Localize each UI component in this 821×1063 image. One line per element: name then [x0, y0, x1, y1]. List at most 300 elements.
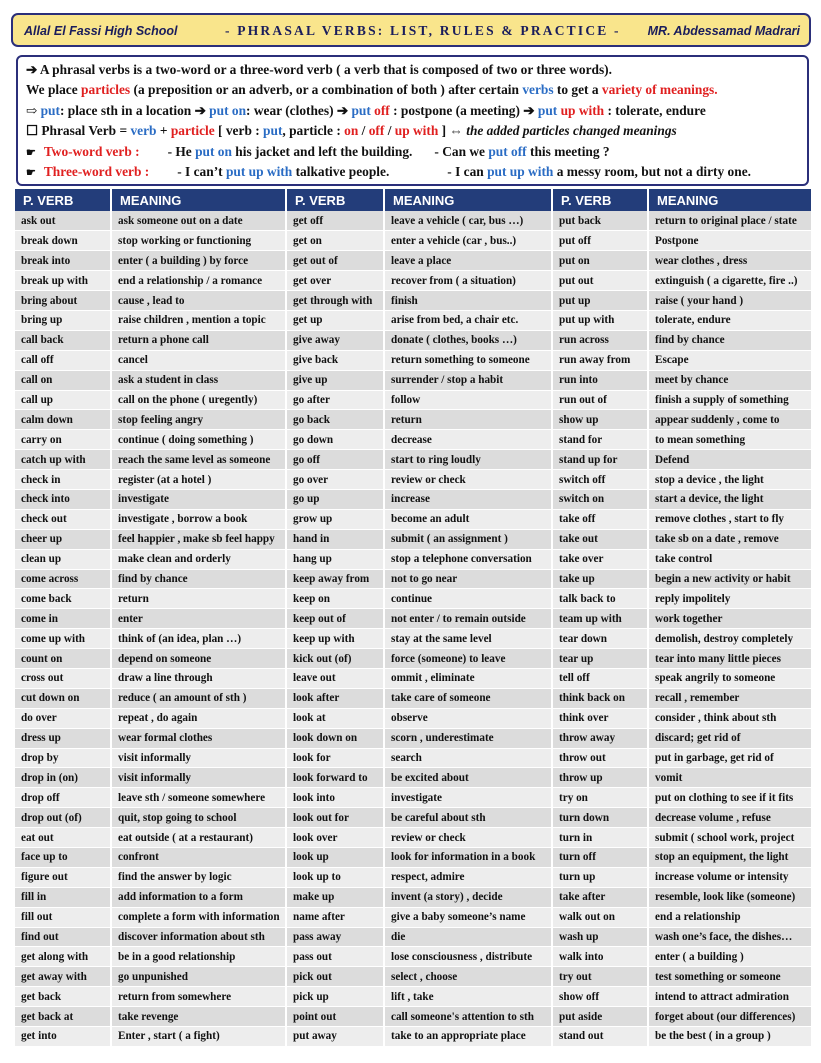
meaning-cell: lift , take	[384, 987, 552, 1007]
meaning-cell: work together	[648, 609, 812, 629]
meaning-cell: demolish, destroy completely	[648, 629, 812, 649]
phrasal-verb-cell: leave out	[286, 668, 384, 688]
phrasal-verb-cell: eat out	[15, 828, 111, 848]
phrasal-verb-cell: get on	[286, 231, 384, 251]
table-row	[15, 947, 812, 967]
meaning-cell: return from somewhere	[111, 987, 286, 1007]
phrasal-verb-cell: wash up	[552, 927, 648, 947]
phrasal-verb-cell: throw up	[552, 768, 648, 788]
phrasal-verb-cell: show up	[552, 410, 648, 430]
meaning-cell: be in a good relationship	[111, 947, 286, 967]
meaning-cell: not enter / to remain outside	[384, 609, 552, 629]
phrasal-verb-cell: look into	[286, 788, 384, 808]
phrasal-verb-cell: tell off	[552, 668, 648, 688]
phrasal-verb-cell: look after	[286, 688, 384, 708]
meaning-cell: ommit , eliminate	[384, 668, 552, 688]
table-row	[15, 927, 812, 947]
phrasal-verb-cell: think over	[552, 708, 648, 728]
meaning-cell: take care of someone	[384, 688, 552, 708]
phrasal-verb-cell: bring up	[15, 310, 111, 330]
meaning-cell: forget about (our differences)	[648, 1007, 812, 1027]
phrasal-verb-cell: put up	[552, 291, 648, 311]
phrasal-verb-cell: put off	[552, 231, 648, 251]
meaning-cell: take revenge	[111, 1007, 286, 1027]
meaning-cell: enter ( a building )	[648, 947, 812, 967]
table-row	[15, 708, 812, 728]
meaning-cell: enter ( a building ) by force	[111, 251, 286, 271]
meaning-cell: think of (an idea, plan …)	[111, 629, 286, 649]
phrasal-verb-cell: go over	[286, 470, 384, 490]
phrasal-verb-cell: go up	[286, 489, 384, 509]
meaning-cell: discard; get rid of	[648, 728, 812, 748]
meaning-cell: remove clothes , start to fly	[648, 509, 812, 529]
phrasal-verb-cell: bring about	[15, 291, 111, 311]
meaning-cell: follow	[384, 390, 552, 410]
phrasal-verb-cell: drop out (of)	[15, 808, 111, 828]
meaning-cell: begin a new activity or habit	[648, 569, 812, 589]
meaning-cell: raise ( your hand )	[648, 291, 812, 311]
intro-line-definition: ➔ A phrasal verbs is a two-word or a three-word verb ( a verb that is composed of two or three words).	[26, 62, 612, 77]
arrow-icon: ➔	[26, 62, 38, 77]
phrasal-verb-cell: get out of	[286, 251, 384, 271]
table-row	[15, 1007, 812, 1027]
phrasal-verb-cell: keep away from	[286, 569, 384, 589]
meaning-cell: become an adult	[384, 509, 552, 529]
meaning-cell: Enter , start ( a fight)	[111, 1027, 286, 1047]
meaning-cell: add information to a form	[111, 887, 286, 907]
meaning-cell: eat outside ( at a restaurant)	[111, 828, 286, 848]
meaning-cell: register (at a hotel )	[111, 470, 286, 490]
meaning-cell: ask a student in class	[111, 370, 286, 390]
table-row	[15, 310, 812, 330]
phrasal-verb-cell: get back	[15, 987, 111, 1007]
phrasal-verb-cell: get along with	[15, 947, 111, 967]
teacher-name: MR. Abdessamad Madrari	[647, 24, 800, 38]
meaning-cell: make clean and orderly	[111, 549, 286, 569]
table-row	[15, 629, 812, 649]
meaning-cell: finish a supply of something	[648, 390, 812, 410]
phrasal-verb-cell: take after	[552, 887, 648, 907]
meaning-cell: find by chance	[111, 569, 286, 589]
table-row	[15, 768, 812, 788]
meaning-cell: visit informally	[111, 748, 286, 768]
meaning-cell: submit ( school work, project	[648, 828, 812, 848]
meaning-cell: leave a vehicle ( car, bus …)	[384, 211, 552, 231]
meaning-cell: die	[384, 927, 552, 947]
meaning-cell: return something to someone	[384, 350, 552, 370]
pointing-hand-icon: ☛	[26, 166, 36, 179]
phrasal-verb-cell: fill in	[15, 887, 111, 907]
meaning-cell: reply impolitely	[648, 589, 812, 609]
table-row	[15, 509, 812, 529]
phrasal-verb-cell: run away from	[552, 350, 648, 370]
meaning-cell: repeat , do again	[111, 708, 286, 728]
meaning-cell: finish	[384, 291, 552, 311]
meaning-cell: be careful about sth	[384, 808, 552, 828]
phrasal-verb-cell: catch up with	[15, 450, 111, 470]
table-row	[15, 350, 812, 370]
phrasal-verb-cell: put up with	[552, 310, 648, 330]
hollow-arrow-icon: ⇨	[26, 102, 41, 118]
intro-line-two-word: ☛ Two-word verb : - He put on his jacket and left the building. - Can we put off this meeting ?	[26, 143, 610, 159]
phrasal-verb-cell: get into	[15, 1027, 111, 1047]
meaning-cell: take sb on a date , remove	[648, 529, 812, 549]
meaning-cell: recover from ( a situation)	[384, 271, 552, 291]
meaning-cell: put in garbage, get rid of	[648, 748, 812, 768]
meaning-cell: leave sth / someone somewhere	[111, 788, 286, 808]
phrasal-verb-cell: check into	[15, 489, 111, 509]
table-row	[15, 549, 812, 569]
meaning-cell: appear suddenly , come to	[648, 410, 812, 430]
phrasal-verb-cell: come in	[15, 609, 111, 629]
phrasal-verb-cell: take out	[552, 529, 648, 549]
phrasal-verb-cell: get over	[286, 271, 384, 291]
meaning-cell: resemble, look like (someone)	[648, 887, 812, 907]
meaning-cell: be the best ( in a group )	[648, 1027, 812, 1047]
meaning-cell: stop a device , the light	[648, 470, 812, 490]
phrasal-verb-cell: turn in	[552, 828, 648, 848]
phrasal-verb-cell: put aside	[552, 1007, 648, 1027]
table-row	[15, 470, 812, 490]
meaning-cell: leave a place	[384, 251, 552, 271]
meaning-cell: call on the phone ( uregently)	[111, 390, 286, 410]
phrasal-verb-cell: pass out	[286, 947, 384, 967]
table-row	[15, 728, 812, 748]
meaning-cell: put on clothing to see if it fits	[648, 788, 812, 808]
phrasal-verb-cell: try out	[552, 967, 648, 987]
meaning-cell: Postpone	[648, 231, 812, 251]
phrasal-verb-cell: get away with	[15, 967, 111, 987]
phrasal-verb-cell: pick up	[286, 987, 384, 1007]
meaning-cell: feel happier , make sb feel happy	[111, 529, 286, 549]
table-row	[15, 231, 812, 251]
meaning-cell: return to original place / state	[648, 211, 812, 231]
phrasal-verb-cell: walk into	[552, 947, 648, 967]
table-row	[15, 887, 812, 907]
phrasal-verb-cell: throw away	[552, 728, 648, 748]
phrasal-verb-cell: tear up	[552, 649, 648, 669]
table-row	[15, 390, 812, 410]
table-row	[15, 609, 812, 629]
meaning-cell: intend to attract admiration	[648, 987, 812, 1007]
meaning-cell: cancel	[111, 350, 286, 370]
intro-line-formula: ☐ Phrasal Verb = verb + particle [ verb : put, particle : on / off / up with ] ⇔ the added particles changed meanings	[26, 123, 677, 139]
phrasal-verb-cell: look forward to	[286, 768, 384, 788]
table-body	[15, 211, 812, 1046]
phrasal-verb-cell: get back at	[15, 1007, 111, 1027]
table-row	[15, 430, 812, 450]
phrasal-verb-cell: point out	[286, 1007, 384, 1027]
meaning-cell: find the answer by logic	[111, 867, 286, 887]
col-header-meaning: MEANING	[384, 189, 552, 211]
phrasal-verb-cell: clean up	[15, 549, 111, 569]
phrasal-verb-cell: cross out	[15, 668, 111, 688]
phrasal-verb-cell: stand out	[552, 1027, 648, 1047]
phrasal-verb-cell: break into	[15, 251, 111, 271]
meaning-cell: submit ( an assignment )	[384, 529, 552, 549]
meaning-cell: return	[111, 589, 286, 609]
meaning-cell: enter	[111, 609, 286, 629]
table-row	[15, 828, 812, 848]
meaning-cell: donate ( clothes, books …)	[384, 330, 552, 350]
table-row	[15, 688, 812, 708]
meaning-cell: speak angrily to someone	[648, 668, 812, 688]
phrasal-verb-cell: put away	[286, 1027, 384, 1047]
table-row	[15, 788, 812, 808]
phrasal-verb-cell: hang up	[286, 549, 384, 569]
meaning-cell: extinguish ( a cigarette, fire ..)	[648, 271, 812, 291]
table-row	[15, 848, 812, 868]
meaning-cell: stop feeling angry	[111, 410, 286, 430]
phrasal-verb-cell: turn up	[552, 867, 648, 887]
meaning-cell: increase volume or intensity	[648, 867, 812, 887]
phrasal-verb-cell: call up	[15, 390, 111, 410]
meaning-cell: not to go near	[384, 569, 552, 589]
phrasal-verb-cell: give away	[286, 330, 384, 350]
meaning-cell: meet by chance	[648, 370, 812, 390]
phrasal-verb-cell: break up with	[15, 271, 111, 291]
phrasal-verb-cell: face up to	[15, 848, 111, 868]
meaning-cell: vomit	[648, 768, 812, 788]
meaning-cell: force (someone) to leave	[384, 649, 552, 669]
phrasal-verb-cell: hand in	[286, 529, 384, 549]
phrasal-verb-cell: call off	[15, 350, 111, 370]
phrasal-verb-cell: call back	[15, 330, 111, 350]
phrasal-verb-cell: put out	[552, 271, 648, 291]
phrasal-verb-cell: take up	[552, 569, 648, 589]
meaning-cell: return	[384, 410, 552, 430]
col-header-meaning: MEANING	[648, 189, 812, 211]
pointing-hand-icon: ☛	[26, 146, 36, 159]
phrasal-verb-cell: grow up	[286, 509, 384, 529]
meaning-cell: reach the same level as someone	[111, 450, 286, 470]
meaning-cell: observe	[384, 708, 552, 728]
phrasal-verb-cell: put on	[552, 251, 648, 271]
phrasal-verb-cell: look out for	[286, 808, 384, 828]
phrasal-verb-cell: pass away	[286, 927, 384, 947]
worksheet-title: - PHRASAL VERBS: LIST, RULES & PRACTICE -	[225, 23, 621, 38]
phrasal-verb-cell: kick out (of)	[286, 649, 384, 669]
phrasal-verb-cell: switch off	[552, 470, 648, 490]
phrasal-verb-cell: name after	[286, 907, 384, 927]
meaning-cell: end a relationship	[648, 907, 812, 927]
phrasal-verb-cell: turn down	[552, 808, 648, 828]
meaning-cell: Escape	[648, 350, 812, 370]
meaning-cell: take to an appropriate place	[384, 1027, 552, 1047]
table-row	[15, 907, 812, 927]
meaning-cell: start to ring loudly	[384, 450, 552, 470]
phrasal-verb-cell: do over	[15, 708, 111, 728]
table-row	[15, 489, 812, 509]
phrasal-verb-cell: get up	[286, 310, 384, 330]
meaning-cell: go unpunished	[111, 967, 286, 987]
phrasal-verb-cell: ask out	[15, 211, 111, 231]
intro-box	[16, 55, 809, 186]
phrasal-verb-cell: figure out	[15, 867, 111, 887]
table-row	[15, 569, 812, 589]
phrasal-verb-cell: make up	[286, 887, 384, 907]
meaning-cell: enter a vehicle (car , bus..)	[384, 231, 552, 251]
table-row	[15, 748, 812, 768]
phrasal-verb-cell: take off	[552, 509, 648, 529]
meaning-cell: review or check	[384, 828, 552, 848]
phrasal-verb-cell: go down	[286, 430, 384, 450]
meaning-cell: take control	[648, 549, 812, 569]
meaning-cell: wear clothes , dress	[648, 251, 812, 271]
phrasal-verb-cell: carry on	[15, 430, 111, 450]
table-row	[15, 649, 812, 669]
table-row	[15, 271, 812, 291]
meaning-cell: tolerate, endure	[648, 310, 812, 330]
phrasal-verb-cell: keep on	[286, 589, 384, 609]
table-row	[15, 1027, 812, 1047]
meaning-cell: quit, stop going to school	[111, 808, 286, 828]
phrasal-verb-cell: come back	[15, 589, 111, 609]
meaning-cell: give a baby someone’s name	[384, 907, 552, 927]
table-row	[15, 668, 812, 688]
meaning-cell: investigate , borrow a book	[111, 509, 286, 529]
phrasal-verb-cell: look for	[286, 748, 384, 768]
meaning-cell: tear into many little pieces	[648, 649, 812, 669]
phrasal-verb-cell: team up with	[552, 609, 648, 629]
phrasal-verb-cell: cut down on	[15, 688, 111, 708]
table-row	[15, 529, 812, 549]
meaning-cell: investigate	[384, 788, 552, 808]
meaning-cell: raise children , mention a topic	[111, 310, 286, 330]
phrasal-verb-cell: throw out	[552, 748, 648, 768]
meaning-cell: return a phone call	[111, 330, 286, 350]
meaning-cell: stay at the same level	[384, 629, 552, 649]
phrasal-verb-cell: put back	[552, 211, 648, 231]
phrasal-verb-cell: switch on	[552, 489, 648, 509]
table-row	[15, 330, 812, 350]
phrasal-verb-cell: drop by	[15, 748, 111, 768]
meaning-cell: be excited about	[384, 768, 552, 788]
meaning-cell: stop working or functioning	[111, 231, 286, 251]
table-row	[15, 291, 812, 311]
phrasal-verb-cell: get through with	[286, 291, 384, 311]
meaning-cell: complete a form with information	[111, 907, 286, 927]
phrasal-verb-cell: break down	[15, 231, 111, 251]
meaning-cell: wash one’s face, the dishes…	[648, 927, 812, 947]
meaning-cell: cause , lead to	[111, 291, 286, 311]
phrasal-verb-cell: walk out on	[552, 907, 648, 927]
phrasal-verb-cell: cheer up	[15, 529, 111, 549]
meaning-cell: stop a telephone conversation	[384, 549, 552, 569]
phrasal-verb-cell: call on	[15, 370, 111, 390]
meaning-cell: lose consciousness , distribute	[384, 947, 552, 967]
phrasal-verb-cell: try on	[552, 788, 648, 808]
col-header-pverb: P. VERB	[286, 189, 384, 211]
meaning-cell: surrender / stop a habit	[384, 370, 552, 390]
meaning-cell: confront	[111, 848, 286, 868]
meaning-cell: review or check	[384, 470, 552, 490]
meaning-cell: invent (a story) , decide	[384, 887, 552, 907]
phrasal-verbs-table	[15, 189, 813, 1047]
phrasal-verb-cell: look over	[286, 828, 384, 848]
phrasal-verb-cell: talk back to	[552, 589, 648, 609]
table-row	[15, 589, 812, 609]
phrasal-verb-cell: count on	[15, 649, 111, 669]
school-name: Allal El Fassi High School	[24, 24, 178, 38]
phrasal-verb-cell: fill out	[15, 907, 111, 927]
meaning-cell: find by chance	[648, 330, 812, 350]
meaning-cell: end a relationship / a romance	[111, 271, 286, 291]
phrasal-verb-cell: run across	[552, 330, 648, 350]
meaning-cell: decrease volume , refuse	[648, 808, 812, 828]
phrasal-verb-cell: think back on	[552, 688, 648, 708]
intro-line-three-word: ☛ Three-word verb : - I can’t put up with talkative people. - I can put up with a messy room, but not a dirty one.	[26, 163, 751, 179]
phrasal-verb-cell: find out	[15, 927, 111, 947]
phrasal-verb-cell: give up	[286, 370, 384, 390]
meaning-cell: test something or someone	[648, 967, 812, 987]
meaning-cell: reduce ( an amount of sth )	[111, 688, 286, 708]
col-header-pverb: P. VERB	[552, 189, 648, 211]
table-row	[15, 211, 812, 231]
phrasal-verb-cell: show off	[552, 987, 648, 1007]
phrasal-verb-cell: give back	[286, 350, 384, 370]
phrasal-verb-cell: drop off	[15, 788, 111, 808]
phrasal-verb-cell: stand up for	[552, 450, 648, 470]
meaning-cell: call someone's attention to sth	[384, 1007, 552, 1027]
meaning-cell: select , choose	[384, 967, 552, 987]
meaning-cell: increase	[384, 489, 552, 509]
phrasal-verb-cell: look up to	[286, 867, 384, 887]
meaning-cell: wear formal clothes	[111, 728, 286, 748]
table-row	[15, 808, 812, 828]
table-row	[15, 967, 812, 987]
phrasal-verb-cell: get off	[286, 211, 384, 231]
phrasal-verb-cell: keep out of	[286, 609, 384, 629]
meaning-cell: respect, admire	[384, 867, 552, 887]
meaning-cell: scorn , underestimate	[384, 728, 552, 748]
phrasal-verb-cell: go back	[286, 410, 384, 430]
phrasal-verb-cell: take over	[552, 549, 648, 569]
phrasal-verb-cell: turn off	[552, 848, 648, 868]
phrasal-verb-cell: look at	[286, 708, 384, 728]
phrasal-verb-cell: go off	[286, 450, 384, 470]
checkbox-icon: ☐	[26, 123, 42, 139]
table-row	[15, 251, 812, 271]
meaning-cell: look for information in a book	[384, 848, 552, 868]
header-banner	[11, 13, 811, 47]
intro-line-put-examples: ⇨ put: place sth in a location ➔ put on: wear (clothes) ➔ put off : postpone (a meeting) ➔ put up with : tolerate, endure	[26, 102, 706, 118]
table-row	[15, 450, 812, 470]
meaning-cell: consider , think about sth	[648, 708, 812, 728]
phrasal-verb-cell: run out of	[552, 390, 648, 410]
phrasal-verb-cell: check in	[15, 470, 111, 490]
table-row	[15, 987, 812, 1007]
phrasal-verb-cell: look up	[286, 848, 384, 868]
phrasal-verb-cell: come up with	[15, 629, 111, 649]
table-row	[15, 410, 812, 430]
table-row	[15, 370, 812, 390]
meaning-cell: Defend	[648, 450, 812, 470]
phrasal-verb-cell: dress up	[15, 728, 111, 748]
table-row	[15, 867, 812, 887]
meaning-cell: continue	[384, 589, 552, 609]
meaning-cell: continue ( doing something )	[111, 430, 286, 450]
phrasal-verb-cell: calm down	[15, 410, 111, 430]
meaning-cell: ask someone out on a date	[111, 211, 286, 231]
phrasal-verb-cell: pick out	[286, 967, 384, 987]
meaning-cell: search	[384, 748, 552, 768]
phrasal-verb-cell: go after	[286, 390, 384, 410]
phrasal-verb-cell: look down on	[286, 728, 384, 748]
phrasal-verb-cell: tear down	[552, 629, 648, 649]
meaning-cell: start a device, the light	[648, 489, 812, 509]
meaning-cell: discover information about sth	[111, 927, 286, 947]
